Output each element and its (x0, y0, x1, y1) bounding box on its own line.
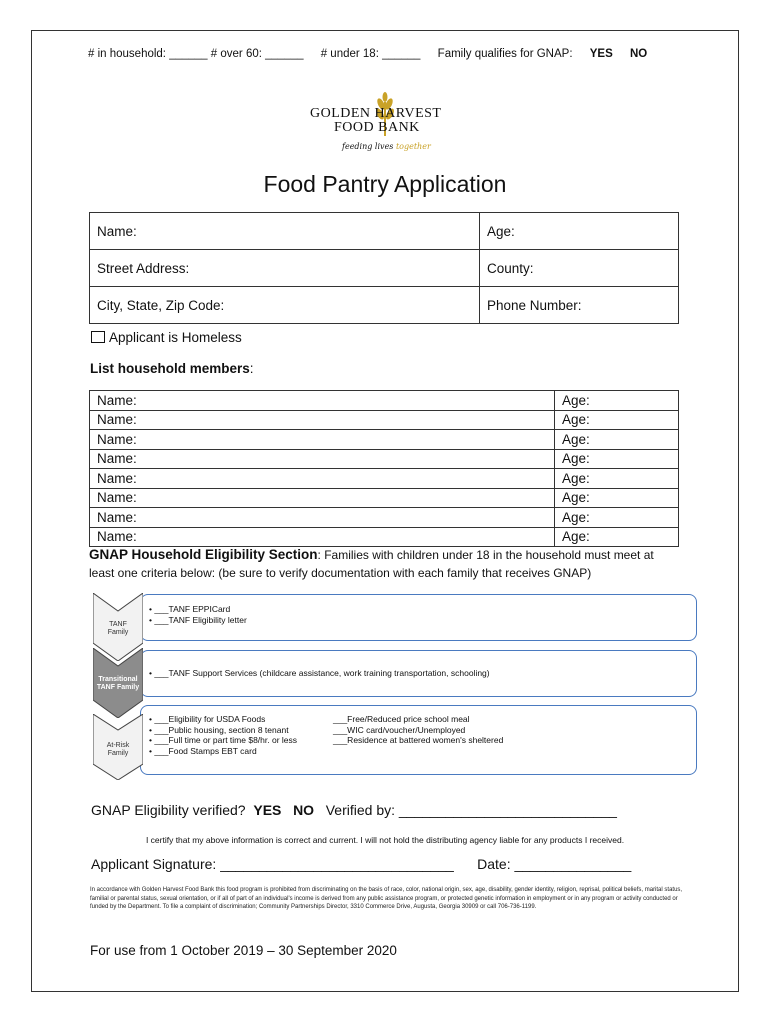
over-60-field[interactable]: # over 60: ______ (210, 48, 304, 60)
age-field[interactable]: Age: (480, 213, 679, 250)
member-age-field[interactable]: Age: (555, 488, 679, 508)
list-item[interactable]: ___Free/Reduced price school meal (333, 714, 470, 724)
nondiscrimination-statement: In accordance with Golden Harvest Food Bank this food program is prohibited from discriminating on the basis of race, color, national origin, sex, age, disability, gender identity, religion, reprisal, political beliefs, marital status, familial or parental status, sexual orientation, or if all of part of an individual's income is derived from any public assistance program, or protected genetic information in employment or in any program or activity conducted or funded by the Department. To file a complaint of discrimination; Community Partnerships Director, 3310 Commerce Drive, Augusta, Georgia 30909 or call 706-736-1199. (90, 887, 683, 910)
date-field[interactable]: Date: _______________ (477, 856, 632, 872)
gnap-yes-option[interactable]: YES (589, 48, 613, 60)
logo-tagline-a: feeding lives (342, 142, 394, 151)
list-item[interactable]: • ___Food Stamps EBT card (149, 746, 329, 757)
homeless-row (91, 330, 242, 345)
table-row (90, 449, 679, 469)
eligibility-intro (89, 546, 679, 582)
logo-line-1: GOLDEN HARVEST (310, 106, 442, 121)
signature-row (91, 856, 631, 872)
signature-field[interactable]: Applicant Signature: ______________________________ (91, 856, 454, 872)
at-risk-family-box (140, 705, 697, 775)
table-row (90, 430, 679, 450)
table-row (90, 410, 679, 430)
member-age-field[interactable]: Age: (555, 469, 679, 489)
county-field[interactable]: County: (480, 250, 679, 287)
verified-yes-option[interactable]: YES (253, 802, 282, 818)
table-row (90, 527, 679, 547)
table-row (90, 287, 679, 324)
member-name-field[interactable]: Name: (90, 430, 555, 450)
household-members-heading-text: List household members (90, 361, 250, 376)
list-item[interactable]: • ___Eligibility for USDA Foods (149, 714, 329, 725)
member-name-field[interactable]: Name: (90, 508, 555, 528)
certification-statement: I certify that my above information is correct and current. I will not hold the distributing agency liable for any products I received. (145, 835, 625, 845)
eligibility-text: : Families with children under 18 in the household must meet at least one criteria below: (be sure to verify documentation with each family that receives GNAP) (89, 548, 654, 580)
member-age-field[interactable]: Age: (555, 430, 679, 450)
household-count-field[interactable]: # in household: ______ (88, 48, 208, 60)
transitional-tanf-label-1: Transitional (98, 676, 138, 683)
gnap-verification-row (91, 802, 617, 818)
homeless-checkbox[interactable] (91, 331, 105, 343)
household-members-table (89, 390, 679, 547)
list-item[interactable]: • ___TANF EPPICard (149, 604, 696, 615)
list-item[interactable]: • ___TANF Support Services (childcare assistance, work training transportation, schooling) (149, 668, 696, 679)
list-item[interactable]: • ___Public housing, section 8 tenant (149, 725, 329, 736)
at-risk-label-2: Family (107, 750, 129, 757)
tanf-family-label-1: TANF (109, 621, 127, 628)
member-name-field[interactable]: Name: (90, 527, 555, 547)
page-title: Food Pantry Application (263, 171, 507, 197)
street-address-field[interactable]: Street Address: (90, 250, 480, 287)
household-members-heading-colon: : (249, 361, 254, 376)
verified-no-option[interactable]: NO (293, 802, 315, 818)
validity-period: For use from 1 October 2019 – 30 September 2020 (90, 943, 397, 958)
verified-label: GNAP Eligibility verified? (91, 802, 246, 818)
tanf-family-box (140, 594, 697, 641)
member-name-field[interactable]: Name: (90, 410, 555, 430)
verified-by-field[interactable]: Verified by: ____________________________ (325, 802, 617, 818)
table-row (90, 213, 679, 250)
logo-tagline-b: together (395, 142, 431, 151)
list-item[interactable]: • ___Full time or part time $8/hr. or less (149, 735, 329, 746)
transitional-tanf-box (140, 650, 697, 697)
city-state-zip-field[interactable]: City, State, Zip Code: (90, 287, 480, 324)
table-row (90, 508, 679, 528)
table-row (90, 250, 679, 287)
gnap-qualifies-label: Family qualifies for GNAP: (437, 48, 573, 60)
at-risk-label-1: At-Risk (106, 742, 130, 749)
list-item[interactable]: • ___TANF Eligibility letter (149, 615, 696, 626)
gnap-no-option[interactable]: NO (629, 48, 648, 60)
applicant-info-table (89, 212, 679, 324)
eligibility-heading: GNAP Household Eligibility Section (89, 547, 318, 562)
golden-harvest-logo (300, 92, 470, 154)
member-age-field[interactable]: Age: (555, 410, 679, 430)
member-name-field[interactable]: Name: (90, 469, 555, 489)
member-name-field[interactable]: Name: (90, 488, 555, 508)
household-count-header (88, 48, 647, 60)
name-field[interactable]: Name: (90, 213, 480, 250)
list-item[interactable]: ___Residence at battered women's sheltered (333, 735, 504, 745)
member-name-field[interactable]: Name: (90, 391, 555, 411)
tanf-family-label-2: Family (107, 629, 129, 636)
table-row (90, 488, 679, 508)
table-row (90, 469, 679, 489)
at-risk-family-chevron (93, 714, 143, 780)
member-age-field[interactable]: Age: (555, 449, 679, 469)
phone-number-field[interactable]: Phone Number: (480, 287, 679, 324)
member-name-field[interactable]: Name: (90, 449, 555, 469)
under-18-field[interactable]: # under 18: ______ (320, 48, 421, 60)
household-members-heading (90, 361, 254, 376)
member-age-field[interactable]: Age: (555, 391, 679, 411)
logo-tagline (342, 142, 431, 151)
transitional-tanf-chevron (93, 648, 143, 718)
member-age-field[interactable]: Age: (555, 527, 679, 547)
transitional-tanf-label-2: TANF Family (96, 684, 140, 691)
table-row (90, 391, 679, 411)
list-item[interactable]: ___WIC card/voucher/Unemployed (333, 724, 466, 735)
logo-line-2: FOOD BANK (334, 120, 420, 135)
member-age-field[interactable]: Age: (555, 508, 679, 528)
homeless-label: Applicant is Homeless (109, 330, 242, 345)
